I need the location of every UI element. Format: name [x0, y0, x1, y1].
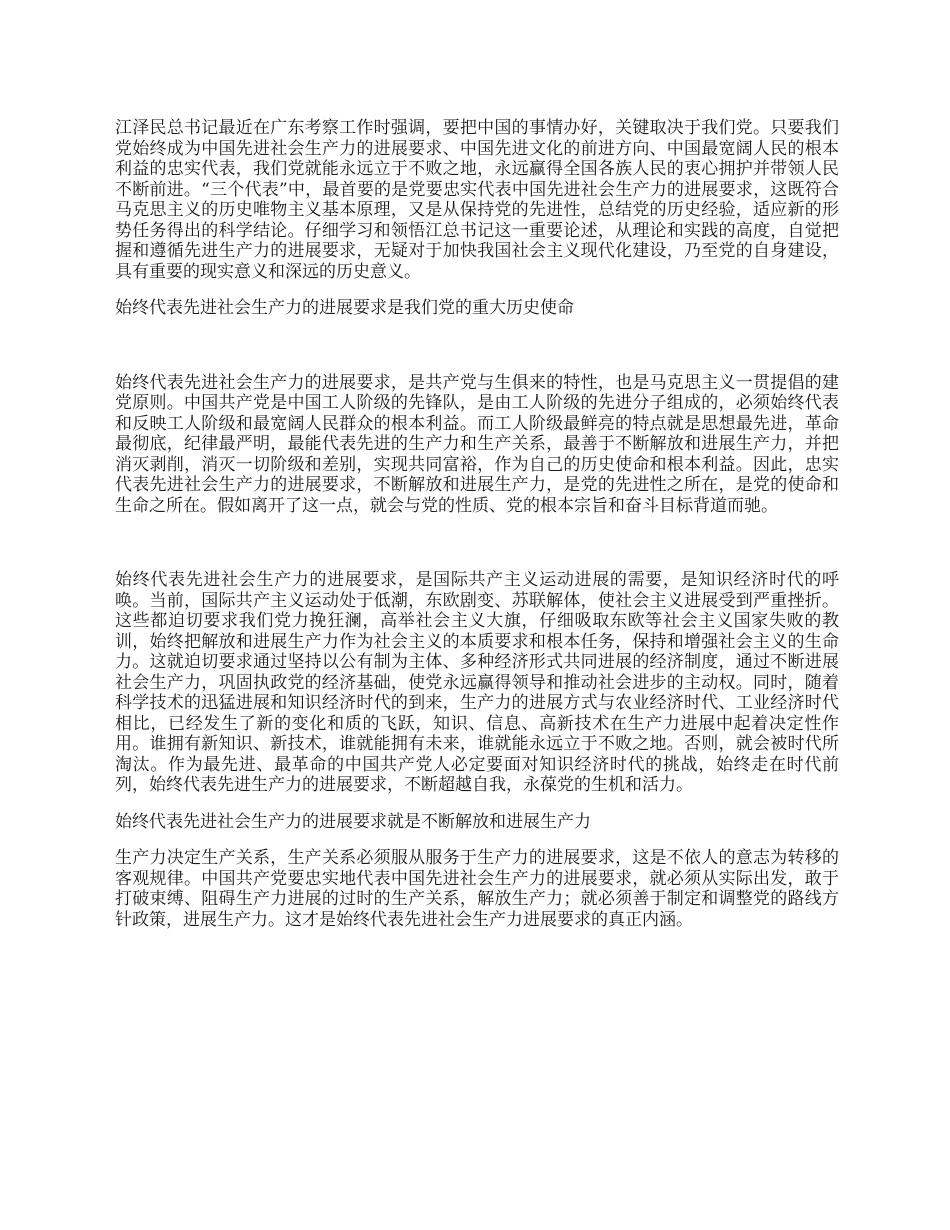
document-page — [115, 118, 839, 930]
body-paragraph-2: 始终代表先进社会生产力的进展要求，是国际共产主义运动进展的需要，是知识经济时代的呼唤。当前，国际共产主义运动处于低潮，东欧剧变、苏联解体，使社会主义进展受到严重挫折。这些都迫切要求我们党力挽狂澜，高举社会主义大旗，仔细吸取东欧等社会主义国家失败的教训，始终把解放和进展生产力作为社会主义的本质要求和根本任务，保持和增强社会主义的生命力。这就迫切要求通过坚持以公有制为主体、多种经济形式共同进展的经济制度，通过不断进展社会生产力，巩固执政党的经济基础，使党永远赢得领导和推动社会进步的主动权。同时，随着科学技术的迅猛进展和知识经济时代的到来，生产力的进展方式与农业经济时代、工业经济时代相比，已经发生了新的变化和质的飞跃，知识、信息、高新技术在生产力进展中起着决定性作用。谁拥有新知识、新技术，谁就能拥有未来，谁就能永远立于不败之地。否则，就会被时代所淘汰。作为最先进、最革命的中国共产党人必定要面对知识经济时代的挑战，始终走在时代前列，始终代表先进生产力的进展要求，不断超越自我，永葆党的生机和活力。 — [115, 570, 839, 795]
intro-paragraph: 江泽民总书记最近在广东考察工作时强调，要把中国的事情办好，关键取决于我们党。只要我们党始终成为中国先进社会生产力的进展要求、中国先进文化的前进方向、中国最宽阔人民的根本利益的忠实代表，我们党就能永远立于不败之地，永远赢得全国各族人民的衷心拥护并带领人民不断前进。“三个代表”中，最首要的是党要忠实代表中国先进社会生产力的进展要求，这既符合马克思主义的历史唯物主义基本原理，又是从保持党的先进性，总结党的历史经验，适应新的形势任务得出的科学结论。仔细学习和领悟江总书记这一重要论述，从理论和实践的高度，自觉把握和遵循先进生产力的进展要求，无疑对于加快我国社会主义现代化建设，乃至党的自身建设，具有重要的现实意义和深远的历史意义。 — [115, 118, 839, 282]
body-paragraph-3: 生产力决定生产关系，生产关系必须服从服务于生产力的进展要求，这是不依人的意志为转移的客观规律。中国共产党要忠实地代表中国先进社会生产力的进展要求，就必须从实际出发，敢于打破束缚、阻碍生产力进展的过时的生产关系，解放生产力；就必须善于制定和调整党的路线方针政策，进展生产力。这才是始终代表先进社会生产力进展要求的真正内涵。 — [115, 848, 839, 930]
spacer — [115, 319, 839, 373]
spacer — [115, 282, 839, 298]
section-heading-2: 始终代表先进社会生产力的进展要求就是不断解放和进展生产力 — [115, 811, 591, 832]
spacer — [115, 516, 839, 570]
spacer — [115, 796, 839, 812]
spacer — [115, 832, 839, 848]
section-heading-1: 始终代表先进社会生产力的进展要求是我们党的重大历史使命 — [115, 298, 574, 318]
body-paragraph-1: 始终代表先进社会生产力的进展要求，是共产党与生俱来的特性，也是马克思主义一贯提倡的建党原则。中国共产党是中国工人阶级的先锋队，是由工人阶级的先进分子组成的，必须始终代表和反映工人阶级和最宽阔人民群众的根本利益。而工人阶级最鲜亮的特点就是思想最先进，革命最彻底，纪律最严明，最能代表先进的生产力和生产关系，最善于不断解放和进展生产力，并把消灭剥削，消灭一切阶级和差别，实现共同富裕，作为自己的历史使命和根本利益。因此，忠实代表先进社会生产力的进展要求，不断解放和进展生产力，是党的先进性之所在，是党的使命和生命之所在。假如离开了这一点，就会与党的性质、党的根本宗旨和奋斗目标背道而驰。 — [115, 372, 839, 516]
